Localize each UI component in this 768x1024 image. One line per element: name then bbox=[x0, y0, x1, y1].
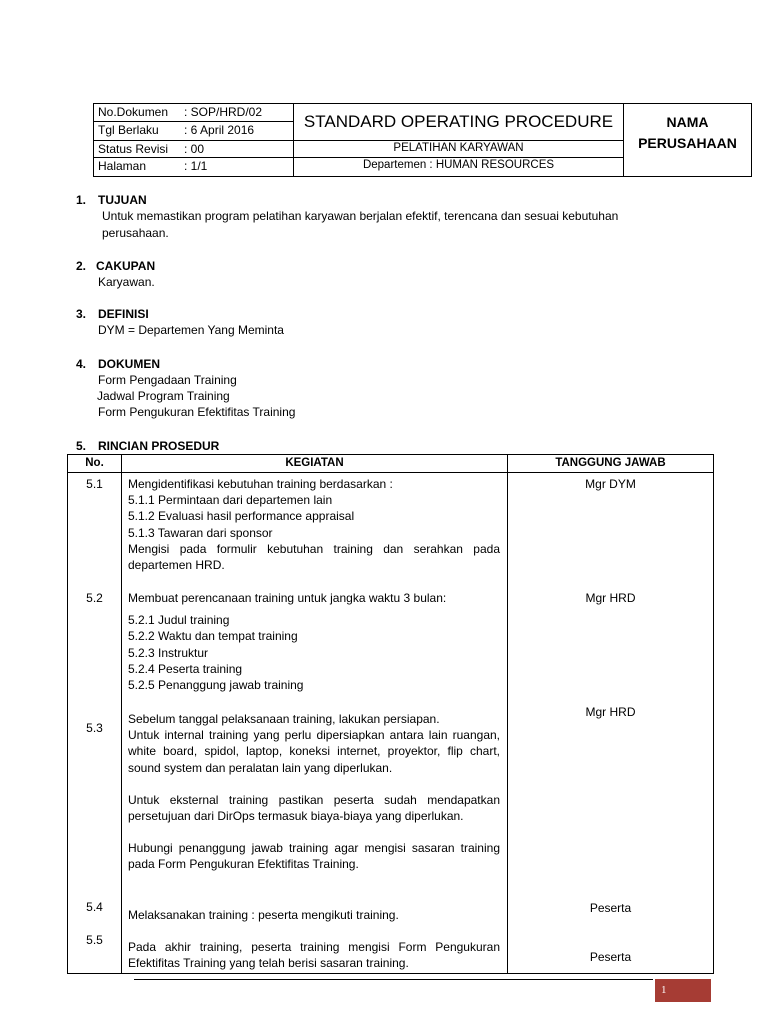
sop-title: STANDARD OPERATING PROCEDURE bbox=[303, 112, 614, 131]
section-number: 2. bbox=[76, 259, 87, 273]
status-revisi-field bbox=[98, 142, 204, 156]
procedure-table bbox=[67, 454, 714, 974]
section-title-definisi: DEFINISI bbox=[98, 307, 149, 321]
column-header-tanggung-jawab: TANGGUNG JAWAB bbox=[555, 457, 666, 469]
kegiatan-line: 5.2.2 Waktu dan tempat training bbox=[128, 629, 298, 644]
kegiatan-line: 5.1.2 Evaluasi hasil performance appraisal bbox=[128, 509, 355, 524]
tujuan-text-line1: Untuk memastikan program pelatihan karyawan berjalan efektif, terencana dan sesuai kebutuhan bbox=[102, 209, 619, 223]
kegiatan-line: 5.2.5 Penanggung jawab training bbox=[128, 678, 304, 693]
column-header-no: No. bbox=[85, 457, 104, 469]
sop-subtitle: PELATIHAN KARYAWAN bbox=[393, 142, 524, 154]
kegiatan-text: Pada akhir training, peserta training mengisi Form Pengukuran Efektifitas Training yang telah berisi sasaran training. bbox=[128, 940, 500, 971]
row-number: 5.4 bbox=[86, 900, 103, 914]
table-row bbox=[128, 711, 500, 873]
section-title-dokumen: DOKUMEN bbox=[98, 357, 160, 371]
halaman-label: Halaman bbox=[98, 159, 147, 173]
company-name-line2: PERUSAHAAN bbox=[638, 135, 737, 151]
section-title-tujuan: TUJUAN bbox=[98, 193, 147, 207]
section-number: 5. bbox=[76, 439, 87, 453]
halaman-field bbox=[98, 159, 207, 173]
kegiatan-line: 5.2.4 Peserta training bbox=[128, 661, 243, 676]
kegiatan-paragraph: Untuk internal training yang perlu dipersiapkan antara lain ruangan, white board, spidol, laptop, koneksi internet, proyektor, flip chart, sound system dan peralatan lain yang diperlukan. bbox=[128, 728, 500, 775]
no-dokumen-field bbox=[98, 105, 262, 119]
table-row bbox=[128, 590, 500, 693]
definisi-text: DYM = Departemen Yang Meminta bbox=[98, 323, 284, 337]
tgl-berlaku-label: Tgl Berlaku bbox=[98, 123, 159, 137]
tanggung-jawab-value: Mgr HRD bbox=[585, 591, 636, 605]
row-number: 5.2 bbox=[86, 591, 103, 605]
status-revisi-label: Status Revisi bbox=[98, 142, 169, 156]
row-number: 5.5 bbox=[86, 933, 103, 947]
row-number: 5.1 bbox=[86, 477, 103, 491]
company-name-line1: NAMA bbox=[666, 114, 709, 130]
tanggung-jawab-value: Peserta bbox=[589, 901, 632, 915]
column-header-kegiatan: KEGIATAN bbox=[285, 457, 344, 469]
page-number-badge bbox=[655, 979, 711, 1002]
company-name bbox=[624, 112, 751, 154]
kegiatan-line: 5.1.1 Permintaan dari departemen lain bbox=[128, 493, 333, 508]
kegiatan-paragraph: Mengisi pada formulir kebutuhan training dan serahkan pada departemen HRD. bbox=[128, 541, 500, 573]
tanggung-jawab-value: Mgr DYM bbox=[585, 477, 636, 491]
halaman-value: : 1/1 bbox=[184, 159, 208, 173]
tanggung-jawab-value: Peserta bbox=[589, 950, 632, 964]
no-dokumen-value: : SOP/HRD/02 bbox=[184, 105, 263, 119]
section-title-cakupan: CAKUPAN bbox=[96, 259, 156, 273]
dokumen-item: Form Pengukuran Efektifitas Training bbox=[98, 405, 296, 419]
tujuan-text-line2: perusahaan. bbox=[102, 226, 169, 240]
kegiatan-line: 5.2.1 Judul training bbox=[128, 613, 230, 628]
header-divider bbox=[94, 121, 293, 122]
document-header-table bbox=[93, 103, 752, 177]
section-number: 3. bbox=[76, 307, 87, 321]
table-divider bbox=[68, 472, 713, 473]
kegiatan-line: 5.2.3 Instruktur bbox=[128, 645, 209, 660]
tgl-berlaku-field bbox=[98, 123, 254, 137]
cakupan-text: Karyawan. bbox=[98, 275, 155, 289]
kegiatan-line: Sebelum tanggal pelaksanaan training, lakukan persiapan. bbox=[128, 712, 440, 726]
no-dokumen-label: No.Dokumen bbox=[98, 105, 169, 119]
status-revisi-value: : 00 bbox=[184, 142, 205, 156]
table-row bbox=[128, 476, 500, 573]
section-number: 1. bbox=[76, 193, 87, 207]
dokumen-item: Form Pengadaan Training bbox=[98, 373, 237, 387]
kegiatan-paragraph: Hubungi penanggung jawab training agar mengisi sasaran training pada Form Pengukuran Efektifitas Training. bbox=[128, 841, 500, 872]
tgl-berlaku-value: : 6 April 2016 bbox=[184, 123, 255, 137]
tanggung-jawab-value: Mgr HRD bbox=[585, 705, 636, 719]
dokumen-item: Jadwal Program Training bbox=[97, 389, 230, 403]
department-label: Departemen : HUMAN RESOURCES bbox=[362, 159, 555, 171]
table-divider bbox=[121, 455, 122, 973]
header-divider bbox=[94, 140, 623, 141]
kegiatan-intro: Membuat perencanaan training untuk jangka waktu 3 bulan: bbox=[128, 591, 447, 605]
kegiatan-text: Melaksanakan training : peserta mengikuti training. bbox=[128, 908, 399, 922]
section-number: 4. bbox=[76, 357, 87, 371]
footer-rule bbox=[134, 979, 653, 980]
page-number: 1 bbox=[661, 984, 667, 996]
header-divider bbox=[94, 157, 623, 158]
section-title-rincian: RINCIAN PROSEDUR bbox=[98, 439, 220, 453]
kegiatan-paragraph: Untuk eksternal training pastikan peserta sudah mendapatkan persetujuan dari DirOps termasuk biaya-biaya yang diperlukan. bbox=[128, 792, 500, 824]
row-number: 5.3 bbox=[86, 721, 103, 735]
kegiatan-line: 5.1.3 Tawaran dari sponsor bbox=[128, 525, 273, 540]
kegiatan-line: Mengidentifikasi kebutuhan training berdasarkan : bbox=[128, 477, 393, 491]
